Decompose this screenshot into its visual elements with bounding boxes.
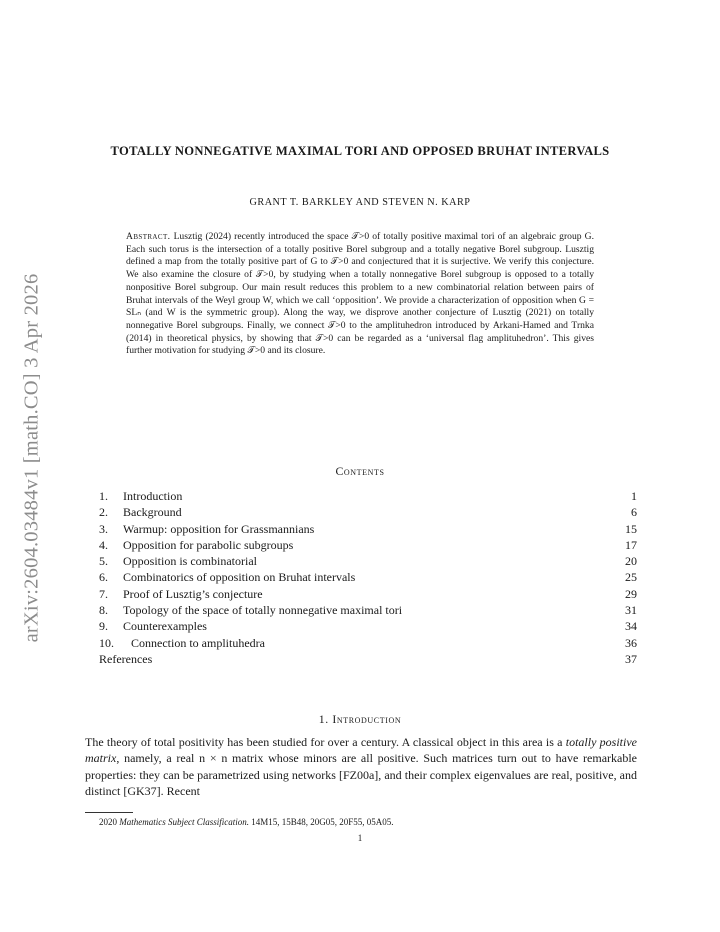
- toc-item[interactable]: [99, 651, 637, 667]
- toc-label: References: [99, 651, 153, 666]
- toc-num: 6.: [99, 570, 108, 585]
- abstract: [126, 231, 594, 358]
- body-paragraph: [85, 734, 637, 800]
- paper-authors: GRANT T. BARKLEY AND STEVEN N. KARP: [249, 197, 471, 208]
- toc-label: Topology of the space of totally nonnegative maximal tori: [123, 603, 403, 618]
- toc-label: Combinatorics of opposition on Bruhat intervals: [123, 570, 356, 585]
- footnote-label: Mathematics Subject Classification.: [119, 817, 249, 827]
- toc-num: 2.: [99, 505, 108, 520]
- toc-item[interactable]: [99, 586, 637, 602]
- footnote-codes: 14M15, 15B48, 20G05, 20F55, 05A05.: [249, 817, 394, 827]
- toc-page: 6: [631, 505, 637, 520]
- arxiv-stamp-text: arXiv:2604.03484v1 [math.CO] 3 Apr 2026: [20, 273, 43, 643]
- body-emphasis: totally positive matrix: [85, 735, 637, 766]
- toc-item[interactable]: [99, 569, 637, 585]
- toc-page: 36: [625, 635, 637, 650]
- toc-label: Introduction: [123, 489, 183, 503]
- body-text-part: The theory of total positivity has been studied for over a century. A classical object in this area is a: [85, 735, 566, 749]
- abstract-text: Lusztig (2024) recently introduced the space 𝒯>0 of totally positive maximal tori of an algebraic group G. Each such torus is the intersection of a totally positive Borel subgroup and a totally negative Borel subgroup. Lusztig defined a map from the totally positive part of G to 𝒯>0 and conjectured that it is surjective. We verify this conjecture. We also examine the closure of 𝒯>0, by studying when a totally nonnegative Borel subgroup is opposed to a totally nonpositive Borel subgroup. Our main result reduces this problem to a new combinatorial relation between pairs of Bruhat intervals of the Weyl group W, which we call ‘opposition’. We provide a characterization of opposition when G = SLₙ (and W is the symmetric group). Along the way, we disprove another conjecture of Lusztig (2021) on totally nonnegative Borel subgroups. Finally, we connect 𝒯>0 to the amplituhedron introduced by Arkani-Hamed and Trnka (2014) in theoretical physics, by showing that 𝒯>0 can be regarded as a ‘universal flag amplituhedron’. This gives further motivation for studying 𝒯>0 and its closure.: [126, 231, 594, 357]
- toc-label: Opposition for parabolic subgroups: [123, 537, 294, 552]
- toc-label: Connection to amplituhedra: [131, 635, 265, 650]
- toc-item[interactable]: [99, 553, 637, 569]
- contents-heading: Contents: [335, 464, 385, 478]
- footnote-year: 2020: [99, 817, 120, 827]
- toc-label: Counterexamples: [123, 619, 207, 634]
- body-text-part: , namely, a real n × n matrix whose minors are all positive. Such matrices turn out to have remarkable properties: they can be parametrized using networks [FZ00a], and their complex eigenvalues are real, positive, and distinct [GK37]. Recent: [85, 751, 637, 799]
- toc-label: Background: [123, 505, 182, 520]
- toc-num: 1.: [99, 489, 108, 503]
- toc-item[interactable]: [99, 602, 637, 618]
- toc-page: 1: [631, 489, 637, 503]
- page-number: 1: [357, 833, 363, 843]
- toc-page: 34: [625, 619, 637, 634]
- toc-label: Warmup: opposition for Grassmannians: [123, 521, 315, 536]
- footnote-rule: [85, 812, 133, 813]
- toc-page: 17: [625, 537, 637, 552]
- table-of-contents: [99, 488, 637, 667]
- toc-item[interactable]: [99, 521, 637, 537]
- toc-label: Opposition is combinatorial: [123, 554, 257, 569]
- toc-item[interactable]: [99, 504, 637, 520]
- toc-item[interactable]: [99, 537, 637, 553]
- toc-label: Proof of Lusztig’s conjecture: [123, 586, 263, 601]
- footnote: [99, 817, 639, 827]
- toc-num: 5.: [99, 554, 108, 569]
- section-heading: 1. Introduction: [318, 712, 402, 726]
- toc-num: 10.: [99, 635, 114, 650]
- toc-num: 8.: [99, 603, 108, 618]
- toc-page: 29: [625, 586, 637, 601]
- toc-num: 7.: [99, 586, 108, 601]
- toc-page: 25: [625, 570, 637, 585]
- toc-page: 37: [625, 651, 637, 666]
- arxiv-stamp: [17, 248, 47, 668]
- paper-title: TOTALLY NONNEGATIVE MAXIMAL TORI AND OPPOSED BRUHAT INTERVALS: [110, 144, 610, 158]
- toc-item[interactable]: [99, 488, 637, 504]
- abstract-label: Abstract.: [126, 231, 171, 242]
- toc-num: 9.: [99, 619, 108, 634]
- toc-page: 15: [625, 521, 637, 536]
- toc-page: 31: [625, 603, 637, 618]
- toc-page: 20: [625, 554, 637, 569]
- toc-num: 3.: [99, 521, 108, 536]
- toc-item[interactable]: [99, 618, 637, 634]
- toc-num: 4.: [99, 537, 108, 552]
- toc-item[interactable]: [99, 635, 637, 651]
